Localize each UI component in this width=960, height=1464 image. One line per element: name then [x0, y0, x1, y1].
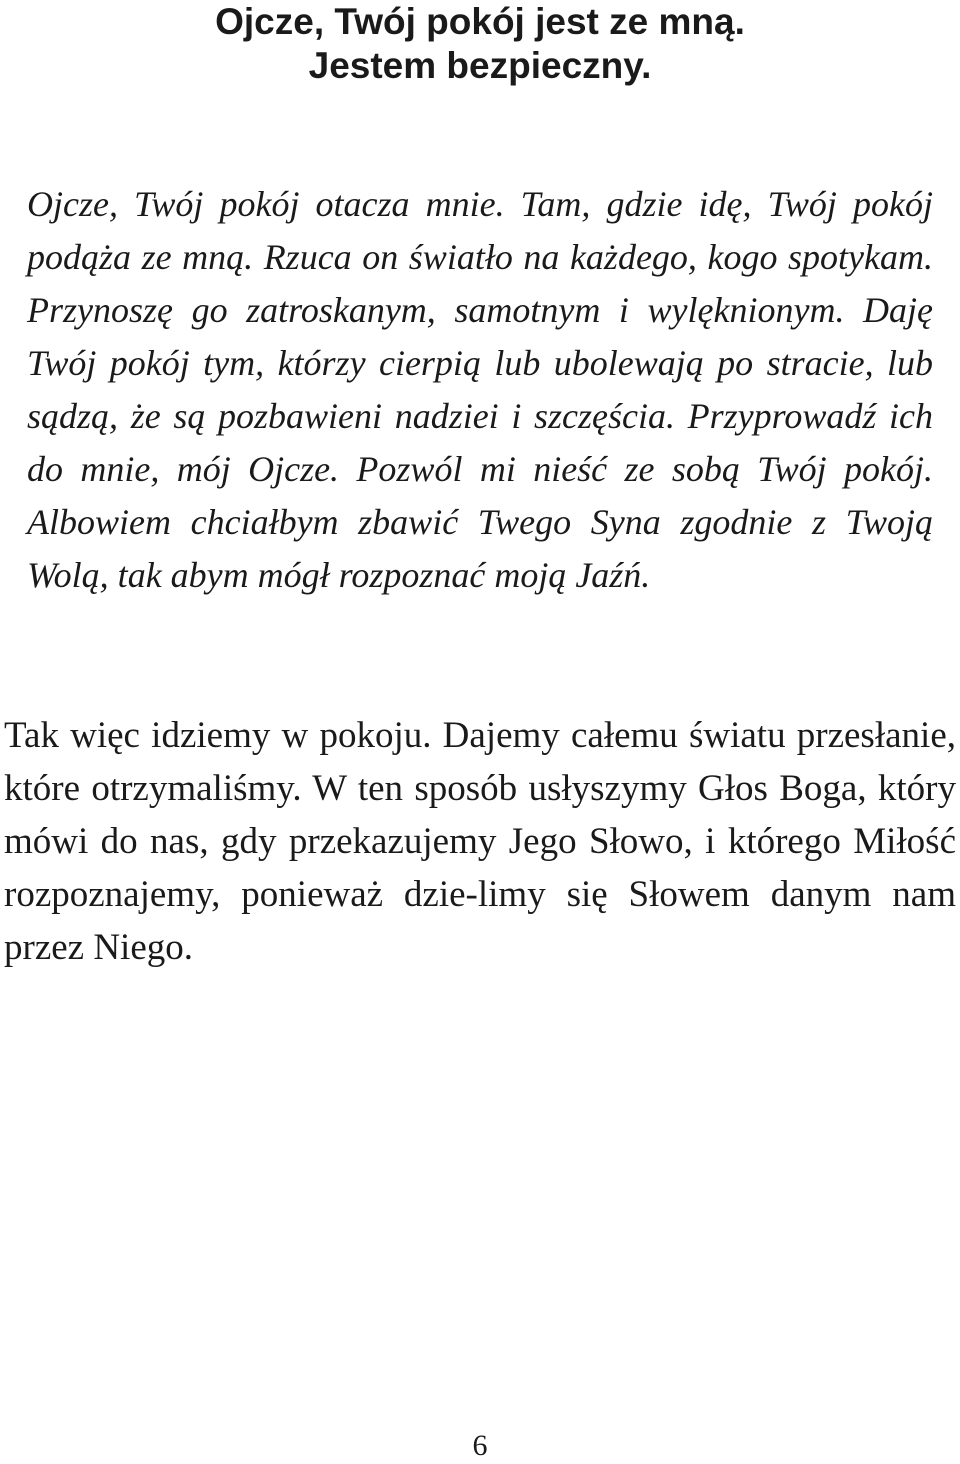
prayer-paragraph: Ojcze, Twój pokój otacza mnie. Tam, gdzie idę, Twój pokój podąża ze mną. Rzuca on światło na każdego, kogo spotykam. Przynoszę go zatroskanym, samotnym i wylęknionym. Daję Twój pokój tym, którzy cierpią lub ubolewają po stracie, lub sądzą, że są pozbawieni nadziei i szczęścia. Przyprowadź ich do mnie, mój Ojcze. Pozwól mi nieść ze sobą Twój pokój. Albowiem chciałbym zbawić Twego Syna zgodnie z Twoją Wolą, tak abym mógł rozpoznać moją Jaźń. — [27, 184, 933, 595]
title-line-2: Jestem bezpieczny. — [308, 45, 652, 86]
body-paragraph: Tak więc idziemy w pokoju. Dajemy całemu światu przesłanie, które otrzymaliśmy. W ten sposób usłyszymy Głos Boga, który mówi do nas, gdy przekazujemy Jego Słowo, i którego Miłość rozpoznajemy, ponieważ dzie-limy się Słowem danym nam przez Niego. — [4, 715, 956, 968]
page-number: 6 — [472, 1429, 488, 1462]
title-line-1: Ojcze, Twój pokój jest ze mną. — [215, 1, 745, 42]
page-title — [0, 0, 960, 88]
